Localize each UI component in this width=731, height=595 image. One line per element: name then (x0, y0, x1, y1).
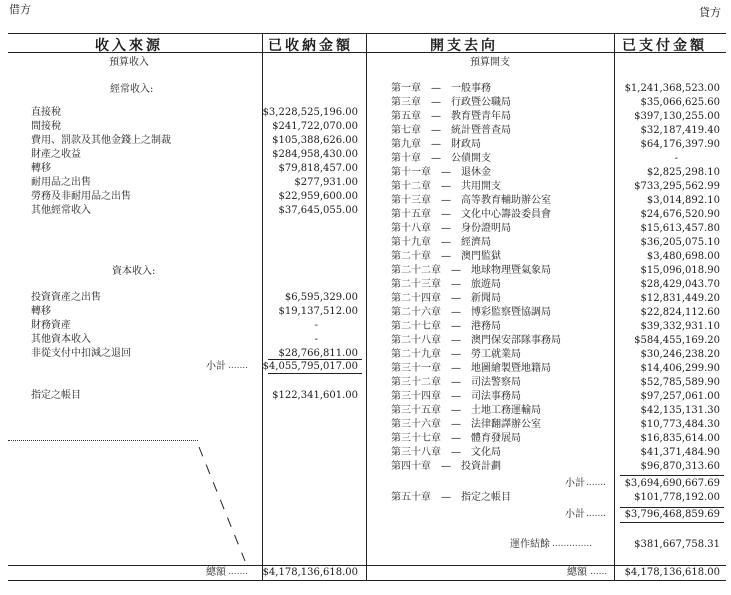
chapter-amount: $97,257,061.00 (640, 391, 720, 402)
chapter-amount: $3,014,892.10 (646, 195, 720, 206)
operating-balance-amount: $381,667,758.31 (634, 539, 720, 550)
total-amount: $4,178,136,618.00 (624, 567, 720, 578)
chapter-amount: $96,870,313.60 (640, 461, 720, 472)
chapter-amount: $733,295,562.99 (634, 181, 720, 192)
chapter-label: 第二十四章 — 新聞局 (391, 293, 501, 304)
chapter-50-amount: $101,778,192.00 (634, 492, 720, 503)
chapter-label: 第十九章 — 經濟局 (391, 237, 491, 248)
chapter-label: 第三十一章 — 地圖繪製暨地籍局 (391, 363, 551, 374)
chapter-label: 第九章 — 財政局 (391, 139, 481, 150)
chapter-label: 第十章 — 公債開支 (391, 153, 491, 164)
list-item-label: 其他經常收入 (31, 205, 91, 216)
list-item-label: 勞務及非耐用品之出售 (31, 191, 131, 202)
chapter-amount: $32,187,419.40 (640, 125, 720, 136)
operating-balance-label: 運作結餘 (510, 539, 550, 550)
chapter-amount: $39,332,931.10 (640, 321, 720, 332)
chapter-label: 第二十二章 — 地球物理暨氣象局 (391, 265, 551, 276)
chapter-amount: $584,455,169.20 (634, 335, 720, 346)
subtotal-label: 小計 (565, 478, 585, 489)
chapter-amount: $22,824,112.60 (640, 307, 720, 318)
subtotal-amount: $3,796,468,859.69 (624, 509, 720, 520)
chapter-label: 第十一章 — 退休金 (391, 167, 491, 178)
chapter-amount: $1,241,368,523.00 (624, 83, 720, 94)
subtotal-rule (268, 359, 362, 360)
list-item-amount: $19,137,512.00 (278, 306, 358, 317)
subtotal-amount: $4,055,795,017.00 (262, 361, 358, 372)
chapter-label: 第三十八章 — 文化局 (391, 447, 501, 458)
chapter-amount: $16,835,614.00 (640, 433, 720, 444)
total-top-rule (8, 565, 726, 566)
credit-label: 貸方 (699, 6, 721, 19)
income-source-header: 收入來源 (95, 38, 163, 54)
leader-dots: ...... (590, 567, 608, 577)
chapter-label: 第二十八章 — 澳門保安部隊事務局 (391, 335, 561, 346)
subtotal-label: 小計 (565, 509, 585, 520)
chapter-amount: $64,176,397.90 (640, 139, 720, 150)
chapter-label: 第四十章 — 投資計劃 (391, 461, 501, 472)
chapter-label: 第二十章 — 澳門監獄 (391, 251, 501, 262)
chapter-label: 第三十二章 — 司法警察局 (391, 377, 521, 388)
dotted-rule (8, 440, 198, 441)
chapter-label: 第十二章 — 共用開支 (391, 181, 501, 192)
chapter-label: 第三十四章 — 司法事務局 (391, 391, 521, 402)
amount-received-header: 已收納金額 (268, 38, 353, 54)
list-item-label: 耐用品之出售 (31, 177, 91, 188)
subtotal-rule (620, 475, 724, 476)
chapter-label: 第三十七章 — 體育發展局 (391, 433, 521, 444)
leader-dots: ....... (228, 361, 249, 371)
list-item-amount: $241,722,070.00 (272, 121, 358, 132)
chapter-amount: $52,785,589.90 (640, 377, 720, 388)
amount-paid-header: 已支付金額 (622, 38, 707, 54)
chapter-amount: $30,246,238.20 (640, 349, 720, 360)
list-item-label: 費用、罰款及其他金錢上之制裁 (31, 135, 171, 146)
chapter-amount: $41,371,484.90 (640, 447, 720, 458)
list-item-amount: $277,931.00 (294, 177, 358, 188)
chapter-amount: $24,676,520.90 (640, 209, 720, 220)
chapter-label: 第二十七章 — 港務局 (391, 321, 501, 332)
list-item-label: 轉移 (31, 163, 51, 174)
total-amount: $4,178,136,618.00 (262, 567, 358, 578)
designated-accounts-label: 指定之帳目 (31, 390, 81, 401)
chapter-amount: $36,205,075.10 (640, 237, 720, 248)
capital-income-heading: 資本收入: (112, 266, 156, 277)
diagonal-dash-line (195, 445, 255, 565)
chapter-label: 第十五章 — 文化中心籌設委員會 (391, 209, 551, 220)
chapter-label: 第十三章 — 高等教育輔助辦公室 (391, 195, 551, 206)
chapter-label: 第三十五章 — 土地工務運輸局 (391, 405, 541, 416)
chapter-amount: $10,773,484.30 (640, 419, 720, 430)
subtotal-amount: $3,694,690,667.69 (624, 478, 720, 489)
list-item-label: 其他資本收入 (31, 334, 91, 345)
chapter-50-label: 第五十章 — 指定之帳目 (391, 492, 511, 503)
chapter-amount: $35,066,625.60 (640, 97, 720, 108)
subtotal-rule-bottom (268, 373, 362, 374)
chapter-amount: $397,130,255.00 (634, 111, 720, 122)
chapter-amount: $12,831,449.20 (640, 293, 720, 304)
leader-dots: .............. (552, 539, 593, 549)
list-item-label: 轉移 (31, 306, 51, 317)
chapter-label: 第二十九章 — 勞工就業局 (391, 349, 521, 360)
list-item-amount: $79,818,457.00 (278, 163, 358, 174)
list-item-label: 投資資產之出售 (31, 292, 101, 303)
regular-income-heading: 經常收入: (110, 84, 154, 95)
list-item-label: 間接稅 (31, 121, 61, 132)
chapter-label: 第三章 — 行政暨公職局 (391, 97, 511, 108)
list-item-label: 直接稅 (31, 107, 61, 118)
chapter-amount: $3,480,698.00 (646, 251, 720, 262)
chapter-amount: $14,406,299.90 (640, 363, 720, 374)
total-bottom-rule (8, 580, 726, 581)
leader-dots: ....... (228, 567, 249, 577)
list-item-amount: $3,228,525,196.00 (262, 107, 358, 118)
chapter-amount: $15,613,457.80 (640, 223, 720, 234)
chapter-label: 第一章 — 一般事務 (391, 83, 491, 94)
subtotal-label: 小計 (206, 361, 226, 372)
expense-destination-header: 開支去向 (430, 38, 498, 54)
list-item-label: 財務資產 (31, 320, 71, 331)
subtotal-rule-bottom (620, 522, 724, 523)
chapter-label: 第十八章 — 身份證明局 (391, 223, 511, 234)
leader-dots: ....... (586, 478, 607, 488)
list-item-amount: $105,388,626.00 (272, 135, 358, 146)
total-label: 總額 (567, 567, 587, 578)
chapter-amount: - (674, 153, 678, 164)
chapter-label: 第七章 — 統計暨普查局 (391, 125, 511, 136)
debit-label: 借方 (9, 3, 31, 16)
chapter-label: 第五章 — 教育暨青年局 (391, 111, 511, 122)
subtotal-rule (620, 507, 724, 508)
total-label: 總額 (206, 567, 226, 578)
chapter-label: 第二十六章 — 博彩監察暨協調局 (391, 307, 551, 318)
list-item-amount: - (314, 334, 318, 345)
list-item-amount: $284,958,430.00 (272, 149, 358, 160)
list-item-amount: $28,766,811.00 (278, 348, 358, 359)
header-top-rule (8, 33, 726, 34)
column-divider-2 (366, 33, 367, 580)
leader-dots: ....... (586, 509, 607, 519)
list-item-label: 非從支付中扣減之退回 (31, 348, 131, 359)
budget-income-heading: 預算收入 (109, 57, 149, 68)
list-item-label: 財產之收益 (31, 149, 81, 160)
list-item-amount: $22,959,600.00 (278, 191, 358, 202)
chapter-label: 第二十三章 — 旅遊局 (391, 279, 501, 290)
list-item-amount: $6,595,329.00 (284, 292, 358, 303)
budget-expense-heading: 預算開支 (470, 57, 510, 68)
chapter-amount: $28,429,043.70 (640, 279, 720, 290)
list-item-amount: $37,645,055.00 (278, 205, 358, 216)
list-item-amount: - (314, 320, 318, 331)
chapter-label: 第三十六章 — 法律翻譯辦公室 (391, 419, 541, 430)
designated-accounts-amount: $122,341,601.00 (272, 390, 358, 401)
chapter-amount: $42,135,131.30 (640, 405, 720, 416)
chapter-amount: $15,096,018.90 (640, 265, 720, 276)
chapter-amount: $2,825,298.10 (646, 167, 720, 178)
